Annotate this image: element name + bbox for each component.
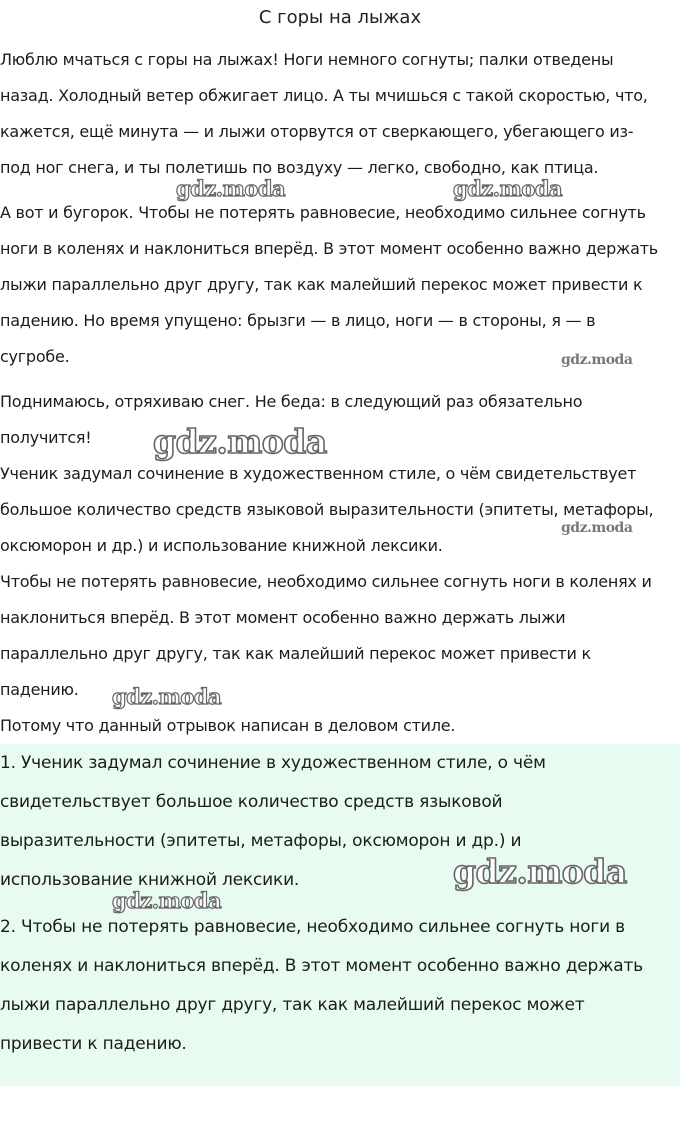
text-line: Люблю мчаться с горы на лыжах! Ноги немного согнуты; палки отведены — [0, 50, 614, 69]
page-title: С горы на лыжах — [258, 7, 422, 28]
answer-item-2 — [0, 908, 680, 1064]
text-line: падению. Но время упущено: брызги — в лицо, ноги — в стороны, я — в — [0, 311, 596, 330]
answer-line: привести к падению. — [0, 1034, 187, 1054]
answer-line: свидетельствует большое количество средств языковой — [0, 792, 503, 812]
watermark: gdz.moda — [453, 852, 627, 891]
text-line: лыжи параллельно друг другу, так как малейший перекос может привести к — [0, 275, 643, 294]
answer-line: коленях и наклониться вперёд. В этот момент особенно важно держать — [0, 956, 643, 976]
text-line: падению. — [0, 680, 79, 699]
text-line: ноги в коленях и наклониться вперёд. В этот момент особенно важно держать — [0, 239, 658, 258]
text-line: А вот и бугорок. Чтобы не потерять равновесие, необходимо сильнее согнуть — [0, 203, 646, 222]
text-line: оксюморон и др.) и использование книжной лексики. — [0, 536, 443, 555]
answer-line: 2. Чтобы не потерять равновесие, необходимо сильнее согнуть ноги в — [0, 917, 625, 937]
watermark: gdz.moda — [112, 888, 222, 913]
text-line: под ног снега, и ты полетишь по воздуху — легко, свободно, как птица. — [0, 158, 599, 177]
answer-line: выразительности (эпитеты, метафоры, оксюморон и др.) и — [0, 831, 522, 851]
story-paragraph-3 — [0, 384, 680, 456]
text-line: Ученик задумал сочинение в художественном стиле, о чём свидетельствует — [0, 464, 637, 483]
watermark: gdz.moda — [561, 520, 633, 536]
text-line: Чтобы не потерять равновесие, необходимо сильнее согнуть ноги в коленях и — [0, 572, 652, 591]
answer-highlight-box — [0, 744, 680, 1086]
answer-text-3 — [0, 708, 680, 744]
answer-line: использование книжной лексики. — [0, 870, 300, 890]
text-line: большое количество средств языковой выразительности (эпитеты, метафоры, — [0, 500, 654, 519]
text-line: наклониться вперёд. В этот момент особенно важно держать лыжи — [0, 608, 566, 627]
watermark: gdz.moda — [561, 352, 633, 368]
watermark: gdz.moda — [112, 684, 222, 709]
text-line: параллельно друг другу, так как малейший перекос может привести к — [0, 644, 591, 663]
text-line: получится! — [0, 428, 92, 447]
text-line: назад. Холодный ветер обжигает лицо. А ты мчишься с такой скоростью, что, — [0, 86, 648, 105]
answer-line: лыжи параллельно друг другу, так как малейший перекос может — [0, 995, 585, 1015]
watermark: gdz.moda — [176, 176, 286, 201]
story-paragraph-2 — [0, 195, 680, 375]
text-line: кажется, ещё минута — и лыжи оторвутся от сверкающего, убегающего из- — [0, 122, 634, 141]
answer-text-1 — [0, 456, 680, 564]
text-line: Потому что данный отрывок написан в деловом стиле. — [0, 716, 456, 735]
watermark: gdz.moda — [153, 422, 327, 461]
answer-line: 1. Ученик задумал сочинение в художественном стиле, о чём — [0, 753, 546, 773]
text-line: сугробе. — [0, 347, 70, 366]
text-line: Поднимаюсь, отряхиваю снег. Не беда: в следующий раз обязательно — [0, 392, 583, 411]
story-paragraph-1 — [0, 42, 680, 186]
watermark: gdz.moda — [453, 176, 563, 201]
answer-text-2 — [0, 564, 680, 708]
